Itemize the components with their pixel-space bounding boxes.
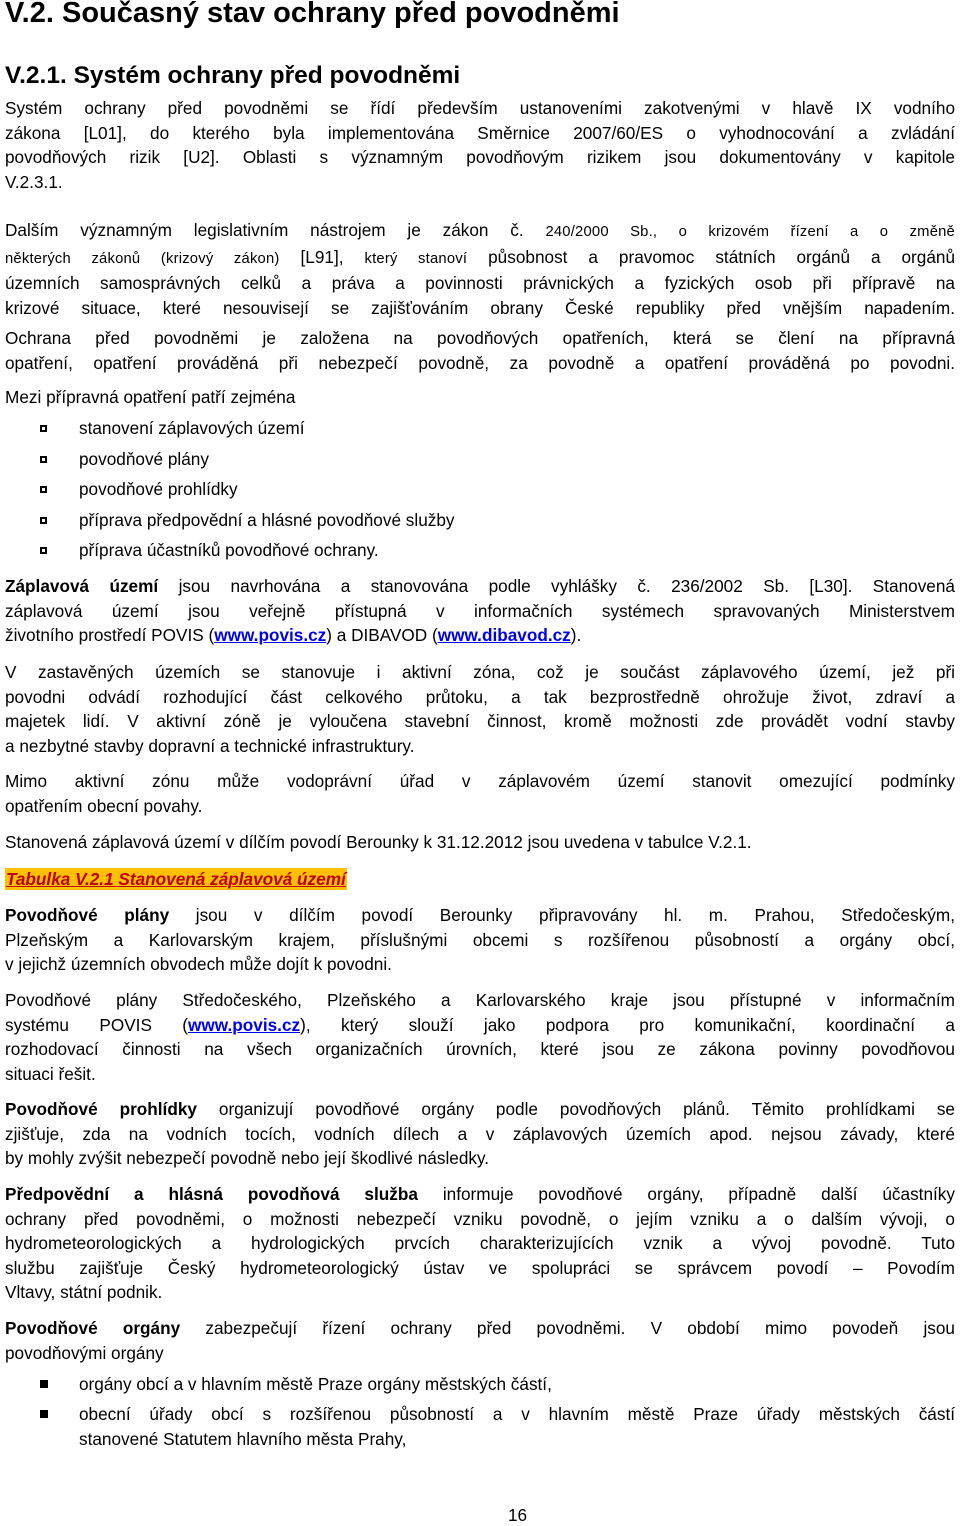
paragraph-table-reference: Stanovená záplavová území v dílčím povodí Berounky k 31.12.2012 jsou uvedena v tabulce V.2.1.: [5, 832, 752, 852]
paragraph-outside-zone: Mimo aktivní zónu může vodoprávní úřad v záplavovém území stanovit omezující podmínky opatřením obecní povahy.: [5, 771, 955, 816]
paragraph-active-zone: V zastavěných územích se stanovuje i aktivní zóna, což je součást záplavového území, jež při povodni odvádí rozhodující část celkového průtoku, a tak bezprostředně ohrožuje život, zdraví a majetek lidí. V aktivní zóně je vyloučena stavební činnost, kromě možnosti zde provádět vodní stavby a nezbytné stavby dopravní a technické infrastruktury.: [5, 662, 955, 756]
povis-link[interactable]: www.povis.cz: [214, 625, 327, 646]
subsection-heading: V.2.1. Systém ochrany před povodněmi: [5, 62, 461, 89]
square-bullet-icon: [40, 456, 47, 463]
paragraph-flood-authorities: Povodňové orgány zabezpečují řízení ochrany před povodněmi. V období mimo povodeň jsou povodňovými orgány: [5, 1318, 955, 1363]
list-item: obecní úřady obcí s rozšířenou působností a v hlavním městě Praze úřady městských částí stanovené Statutem hlavního města Prahy,: [0, 1402, 960, 1454]
square-bullet-icon: [40, 517, 47, 524]
list-item: orgány obcí a v hlavním městě Praze orgány městských částí,: [0, 1372, 960, 1400]
paragraph-forecast-service: Předpovědní a hlásná povodňová služba informuje povodňové orgány, případně další účastníky ochrany před povodněmi, o možnosti nebezpečí vzniku povodně, o jejím vzniku a o dalším vývoji, o hydrometeorologických a hydrologických prvcích charakterizujících vznik a vývoj povodně. Tuto službu zajišťuje Český hydrometeorologický ústav ve spolupráci se správcem povodí – Povodím Vltavy, státní podnik.: [5, 1184, 955, 1303]
paragraph-crisis-law: Dalším významným legislativním nástrojem je zákon č. 240/2000 Sb., o krizovém řízení a o změně některých zákonů (krizový zákon) [L91], který stanoví působnost a pravomoc státních orgánů a orgánů územních samosprávných celků a práva a povinnosti právnických a fyzických osob při přípravě na krizové situace, které nesouvisejí se zajišťováním obrany České republiky před vnějším napadením.: [5, 220, 956, 318]
document-page: V.2. Současný stav ochrany před povodněmi V.2.1. Systém ochrany před povodněmi Systém ochrany před povodněmi se řídí především ustanoveními zakotvenými v hlavě IX vodního zákona [L01], do kterého byla implementována Směrnice 2007/60/ES o vyhodnocování a zvládání povodňových rizik [U2]. Oblasti s významným povodňovým rizikem jsou dokumentovány v kapitole V.2.3.1. Dalším významným legislativním nástrojem je zákon č. 240/2000 Sb., o krizovém řízení a o změně některých zákonů (krizový zákon) [L91], který stanoví působnost a pravomoc státních orgánů a orgánů územních samosprávných celků a práva a povinnosti právnických a fyzických osob při přípravě na krizové situace, které nesouvisejí se zajišťováním obrany České republiky před vnějším napadením. Ochrana před povodněmi je založena na povodňových opatřeních, která se člení na přípravná opatření, opatření prováděná při nebezpečí povodně, za povodně a opatření prováděná po povodni. Mezi přípravná opatření patří zejména stanovení záplavových území povodňové plány povodňové prohlídky příprava předpovědní a hlásné povodňové služby příprava účastníků povodňové ochrany. Záplavová území jsou navrhována a stanovována podle vyhlášky č. 236/2002 Sb. [L30]. Stanovená záplavová území jsou veřejně přístupná v informačních systémech spravovaných Ministerstvem životního prostředí POVIS (www.povis.cz) a DIBAVOD (www.dibavod.cz). V zastavěných územích se stanovuje i aktivní zóna, což je součást záplavového území, jež při povodni odvádí rozhodující část celkového průtoku, a tak bezprostředně ohrožuje život, zdraví a majetek lidí. V aktivní zóně je vyloučena stavební činnost, kromě možnosti zde provádět vodní stavby a nezbytné stavby dopravní a technické infrastruktury. Mimo aktivní zónu může vodoprávní úřad v záplavovém území stanovit omezující podmínky opatřením obecní povahy. Stanovená záplavová území v dílčím povodí Berounky k 31.12.2012 jsou uvedena v tabulce V.2.1. Tabulka V.2.1 Stanovená záplavová území Povodňové plány jsou v dílčím povodí Berounky připravovány hl. m. Prahou, Středočeským, Plzeňským a Karlovarským krajem, příslušnými obcemi s rozšířenou působností a orgány obcí, v jejichž územních obvodech může dojít k povodni. Povodňové plány Středočeského, Plzeňského a Karlovarského kraje jsou přístupné v informačním systému POVIS (www.povis.cz), který slouží jako podpora pro komunikační, koordinační a rozhodovací činnosti na všech organizačních úrovních, které jsou ze zákona povinny povodňovou situaci řešit. Povodňové prohlídky organizují povodňové orgány podle povodňových plánů. Těmito prohlídkami se zjišťuje, zda na vodních tocích, vodních dílech a v záplavových územích apod. nejsou závady, které by mohly zvýšit nebezpečí povodně nebo její škodlivé následky. Předpovědní a hlásná povodňová služba informuje povodňové orgány, případně další účastníky ochrany před povodněmi, o možnosti nebezpečí vzniku povodně, o jejím vzniku a o dalším vývoji, o hydrometeorologických a hydrologických prvcích charakterizujících vznik a vývoj povodně. Tuto službu zajišťuje Český hydrometeorologický ústav ve spolupráci se správcem povodí – Povodím Vltavy, státní podnik. Povodňové orgány zabezpečují řízení ochrany před povodněmi. V období mimo povodeň jsou povodňovými orgány orgány obcí a v hlavním městě Praze orgány městských částí, obecní úřady obcí s rozšířenou působností a v hlavním městě Praze úřady městských částí stanovené Statutem hlavního města Prahy, 16: [0, 0, 960, 1524]
table-caption-link[interactable]: Tabulka V.2.1 Stanovená záplavová území: [6, 869, 346, 889]
section-heading: V.2. Současný stav ochrany před povodněmi: [5, 0, 620, 29]
square-bullet-icon: [40, 486, 47, 493]
square-bullet-icon: [40, 547, 47, 554]
page-number: 16: [508, 1505, 528, 1525]
paragraph-flood-inspections: Povodňové prohlídky organizují povodňové orgány podle povodňových plánů. Těmito prohlídkami se zjišťuje, zda na vodních tocích, vodních dílech a v záplavových územích apod. nejsou závady, které by mohly zvýšit nebezpečí povodně nebo její škodlivé následky.: [5, 1099, 955, 1169]
bullet-icon: [40, 1380, 48, 1388]
paragraph-regional-plans: Povodňové plány Středočeského, Plzeňského a Karlovarského kraje jsou přístupné v informačním systému POVIS (www.povis.cz), který slouží jako podpora pro komunikační, koordinační a rozhodovací činnosti na všech organizačních úrovních, které jsou ze zákona povinny povodňovou situaci řešit.: [5, 990, 955, 1084]
paragraph-flood-system: Systém ochrany před povodněmi se řídí především ustanoveními zakotvenými v hlavě IX vodního zákona [L01], do kterého byla implementována Směrnice 2007/60/ES o vyhodnocování a zvládání povodňových rizik [U2]. Oblasti s významným povodňovým rizikem jsou dokumentovány v kapitole V.2.3.1.: [5, 98, 955, 192]
bullet-icon: [40, 1410, 48, 1418]
dibavod-link[interactable]: www.dibavod.cz: [437, 625, 571, 646]
paragraph-flood-measures: Ochrana před povodněmi je založena na povodňových opatřeních, která se člení na přípravná opatření, opatření prováděná při nebezpečí povodně, za povodně a opatření prováděná po povodni.: [5, 328, 955, 373]
paragraph-flood-plans: Povodňové plány jsou v dílčím povodí Berounky připravovány hl. m. Prahou, Středočeským, Plzeňským a Karlovarským krajem, příslušnými obcemi s rozšířenou působností a orgány obcí, v jejichž územních obvodech může dojít k povodni.: [5, 905, 955, 975]
paragraph-floodplains: Záplavová území jsou navrhována a stanovována podle vyhlášky č. 236/2002 Sb. [L30]. Stanovená záplavová území jsou veřejně přístupná v informačních systémech spravovaných Ministerstvem životního prostředí POVIS (www.povis.cz) a DIBAVOD (www.dibavod.cz).: [5, 576, 955, 646]
povis-link[interactable]: www.povis.cz: [188, 1014, 301, 1035]
paragraph-preparatory-intro: Mezi přípravná opatření patří zejména: [5, 387, 296, 407]
square-bullet-icon: [40, 425, 47, 432]
